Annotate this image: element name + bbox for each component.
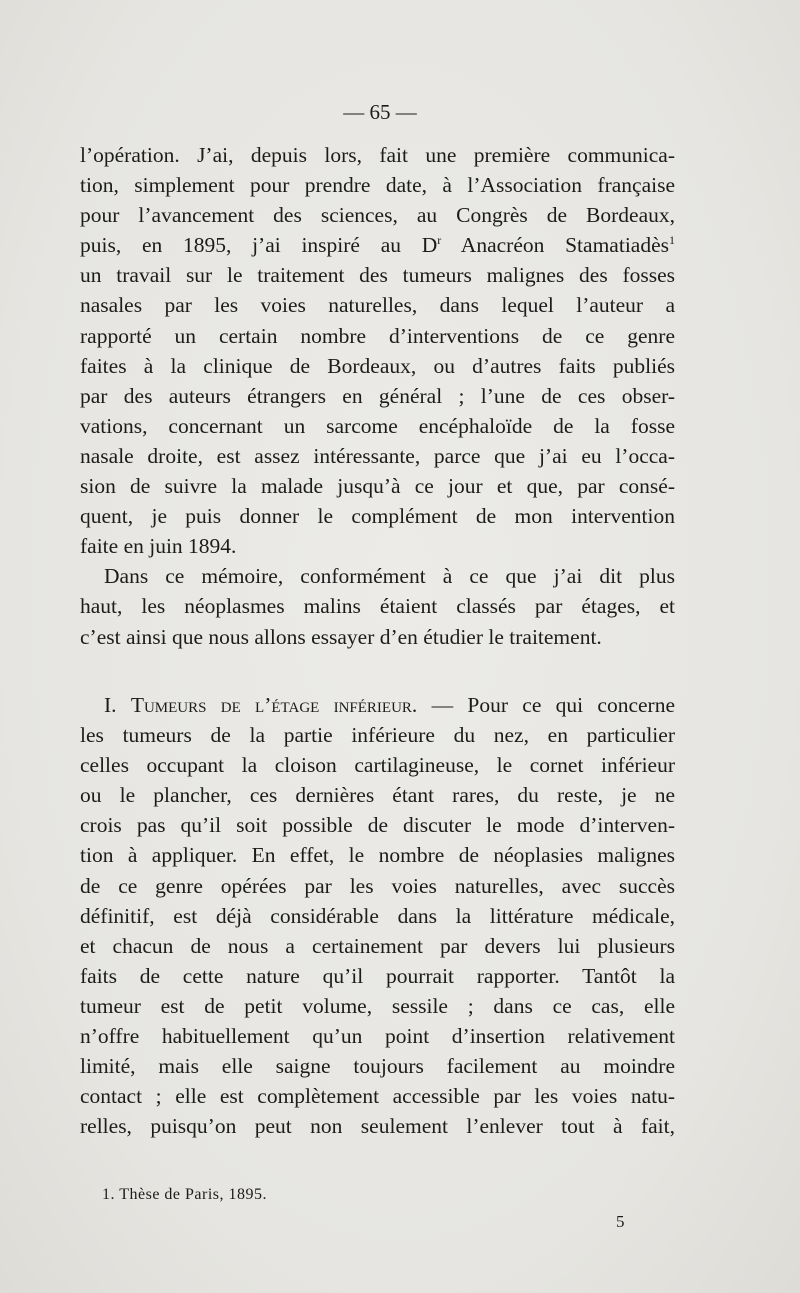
text-line: l’opération. J’ai, depuis lors, fait une première communica- <box>80 143 675 167</box>
section-tumeurs-etage-inferieur <box>80 690 675 1141</box>
section-heading-rest: — Pour ce qui concerne <box>417 693 675 717</box>
text-line: faite en juin 1894. <box>80 534 237 559</box>
text-line: de ce genre opérées par les voies naturelles, avec succès <box>80 873 675 898</box>
text-line: sion de suivre la malade jusqu’à ce jour et que, par consé- <box>80 474 675 499</box>
text-line: n’offre habituellement qu’un point d’insertion relativement <box>80 1024 675 1049</box>
section-heading-line <box>80 690 675 720</box>
page-number: — 65 — <box>343 100 417 124</box>
text-line: tumeur est de petit volume, sessile ; dans ce cas, elle <box>80 993 675 1018</box>
text-line: et chacun de nous a certainement par devers lui plusieurs <box>80 933 675 958</box>
text-line: les tumeurs de la partie inférieure du nez, en particulier <box>80 723 675 748</box>
superscript-r: r <box>437 233 442 248</box>
main-text <box>80 140 675 652</box>
text-line: contact ; elle est complètement accessible par les voies natu- <box>80 1084 675 1109</box>
text-line: par des auteurs étrangers en général ; l’une de ces obser- <box>80 383 675 408</box>
text-line: faites à la clinique de Bordeaux, ou d’autres faits publiés <box>80 353 675 378</box>
text-line-with-footnote-ref <box>80 230 675 260</box>
text-line: rapporté un certain nombre d’interventions de ce genre <box>80 323 675 348</box>
text-line: tion à appliquer. En effet, le nombre de néoplasies malignes <box>80 843 675 868</box>
text-line: nasale droite, est assez intéressante, parce que j’ai eu l’occa- <box>80 443 675 468</box>
line-start: puis, en 1895, j’ai inspiré au D <box>80 233 438 258</box>
text-line: limité, mais elle saigne toujours facilement au moindre <box>80 1054 675 1079</box>
text-line: c’est ainsi que nous allons essayer d’en étudier le traitement. <box>80 624 602 649</box>
footnote: 1. Thèse de Paris, 1895. <box>102 1186 268 1203</box>
text-line: définitif, est déjà considérable dans la littérature médicale, <box>80 903 675 928</box>
text-line: quent, je puis donner le complément de mon intervention <box>80 504 675 529</box>
text-line: tion, simplement pour prendre date, à l’Association française <box>80 173 675 198</box>
printer-signature-mark: 5 <box>616 1212 625 1231</box>
text-line: ou le plancher, ces dernières étant rares, du reste, je ne <box>80 783 675 808</box>
text-line: un travail sur le traitement des tumeurs malignes des fosses <box>80 263 675 288</box>
section-heading: Tumeurs de l’étage inférieur. <box>130 693 418 717</box>
text-line: relles, puisqu’on peut non seulement l’enlever tout à fait, <box>80 1114 675 1139</box>
section-number: I. <box>104 693 131 717</box>
line-end: Anacréon Stamatiadès <box>441 233 669 258</box>
text-line: Dans ce mémoire, conformément à ce que j’ai dit plus <box>104 564 675 589</box>
text-line: faits de cette nature qu’il pourrait rapporter. Tantôt la <box>80 963 675 988</box>
footnote-reference[interactable]: 1 <box>669 233 675 248</box>
text-line: vations, concernant un sarcome encéphaloïde de la fosse <box>80 413 675 438</box>
text-line: nasales par les voies naturelles, dans lequel l’auteur a <box>80 293 675 318</box>
text-line: pour l’avancement des sciences, au Congrès de Bordeaux, <box>80 203 675 228</box>
text-line: haut, les néoplasmes malins étaient classés par étages, et <box>80 594 675 619</box>
text-line: crois pas qu’il soit possible de discuter le mode d’interven- <box>80 813 675 838</box>
text-line: celles occupant la cloison cartilagineuse, le cornet inférieur <box>80 753 675 778</box>
